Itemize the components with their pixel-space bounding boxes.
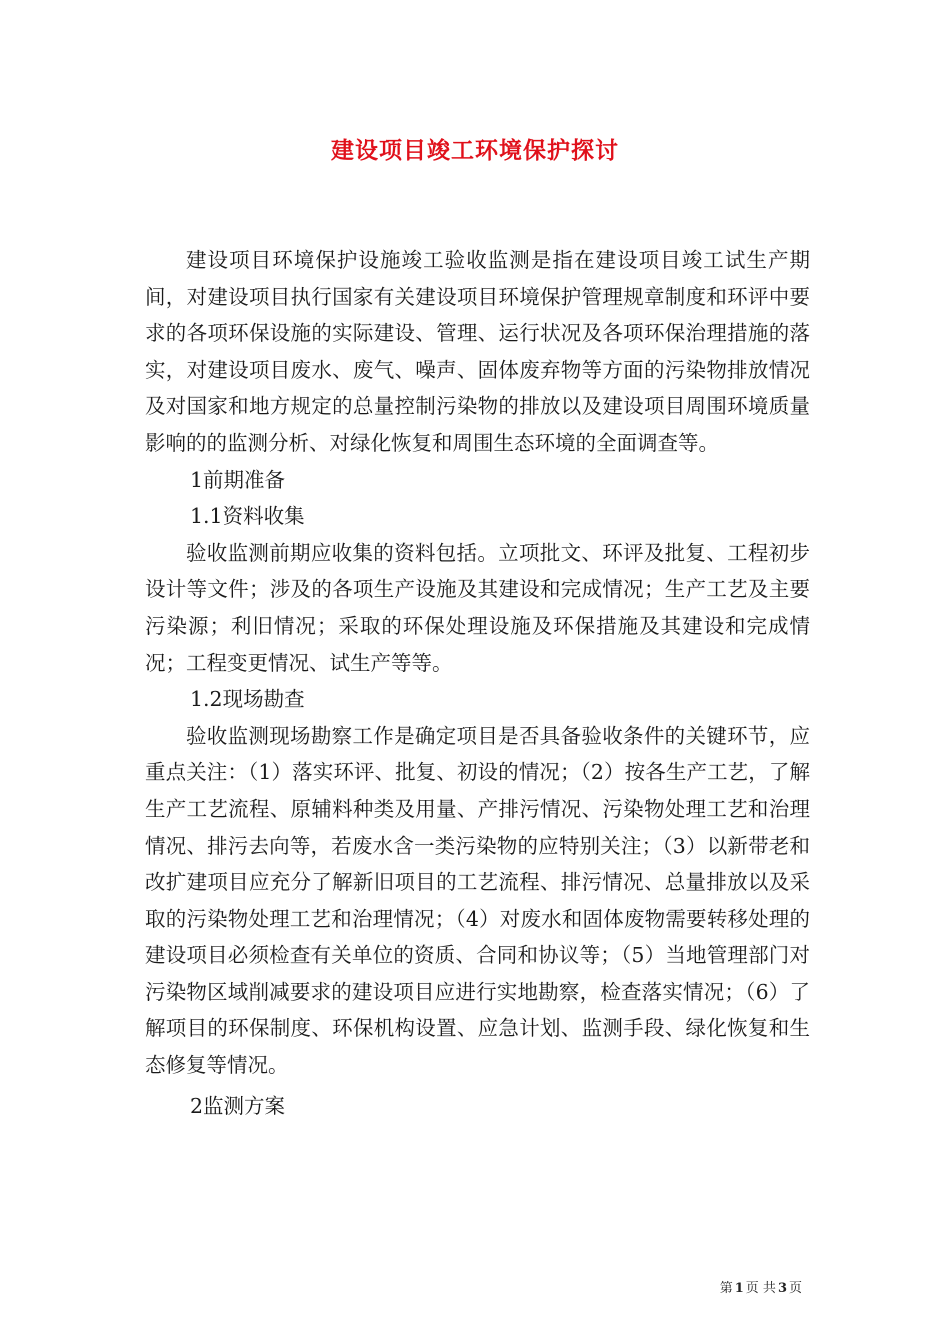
document-body <box>145 242 810 1124</box>
materials-paragraph: 验收监测前期应收集的资料包括。立项批文、环评及批复、工程初步设计等文件；涉及的各项生产设施及其建设和完成情况；生产工艺及主要污染源；利旧情况；采取的环保处理设施及环保措施及其建设和完成情况；工程变更情况、试生产等等。 <box>145 540 810 675</box>
intro-paragraph: 建设项目环境保护设施竣工验收监测是指在建设项目竣工试生产期间，对建设项目执行国家有关建设项目环境保护管理规章制度和环评中要求的各项环保设施的实际建设、管理、运行状况及各项环保治理措施的落实，对建设项目废水、废气、噪声、固体废弃物等方面的污染物排放情况及对国家和地方规定的总量控制污染物的排放以及建设项目周围环境质量影响的的监测分析、对绿化恢复和周围生态环境的全面调查等。 <box>145 248 810 455</box>
current-page-number: 1 <box>734 1281 744 1296</box>
document-title: 建设项目竣工环境保护探讨 <box>331 137 619 164</box>
subsection-heading-1-2: 1.2现场勘查 <box>190 687 305 712</box>
footer-prefix: 第 <box>719 1281 733 1296</box>
subsection-heading-1-1: 1.1资料收集 <box>190 504 305 529</box>
section-heading-1: 1前期准备 <box>190 467 286 492</box>
footer-middle: 页 共 <box>745 1281 776 1296</box>
page-footer <box>720 1277 802 1296</box>
section-heading-2: 2监测方案 <box>190 1093 286 1118</box>
site-survey-paragraph: 验收监测现场勘察工作是确定项目是否具备验收条件的关键环节，应重点关注：（1）落实环评、批复、初设的情况；（2）按各生产工艺，了解生产工艺流程、原辅料种类及用量、产排污情况、污染物处理工艺和治理情况、排污去向等，若废水含一类污染物的应特别关注；（3）以新带老和改扩建项目应充分了解新旧项目的工艺流程、排污情况、总量排放以及采取的污染物处理工艺和治理情况；（4）对废水和固体废物需要转移处理的建设项目必须检查有关单位的资质、合同和协议等；（5）当地管理部门对污染物区域削减要求的建设项目应进行实地勘察，检查落实情况；（6）了解项目的环保制度、环保机构设置、应急计划、监测手段、绿化恢复和生态修复等情况。 <box>145 723 810 1078</box>
total-pages-number: 3 <box>777 1281 787 1296</box>
footer-suffix: 页 <box>788 1281 802 1296</box>
